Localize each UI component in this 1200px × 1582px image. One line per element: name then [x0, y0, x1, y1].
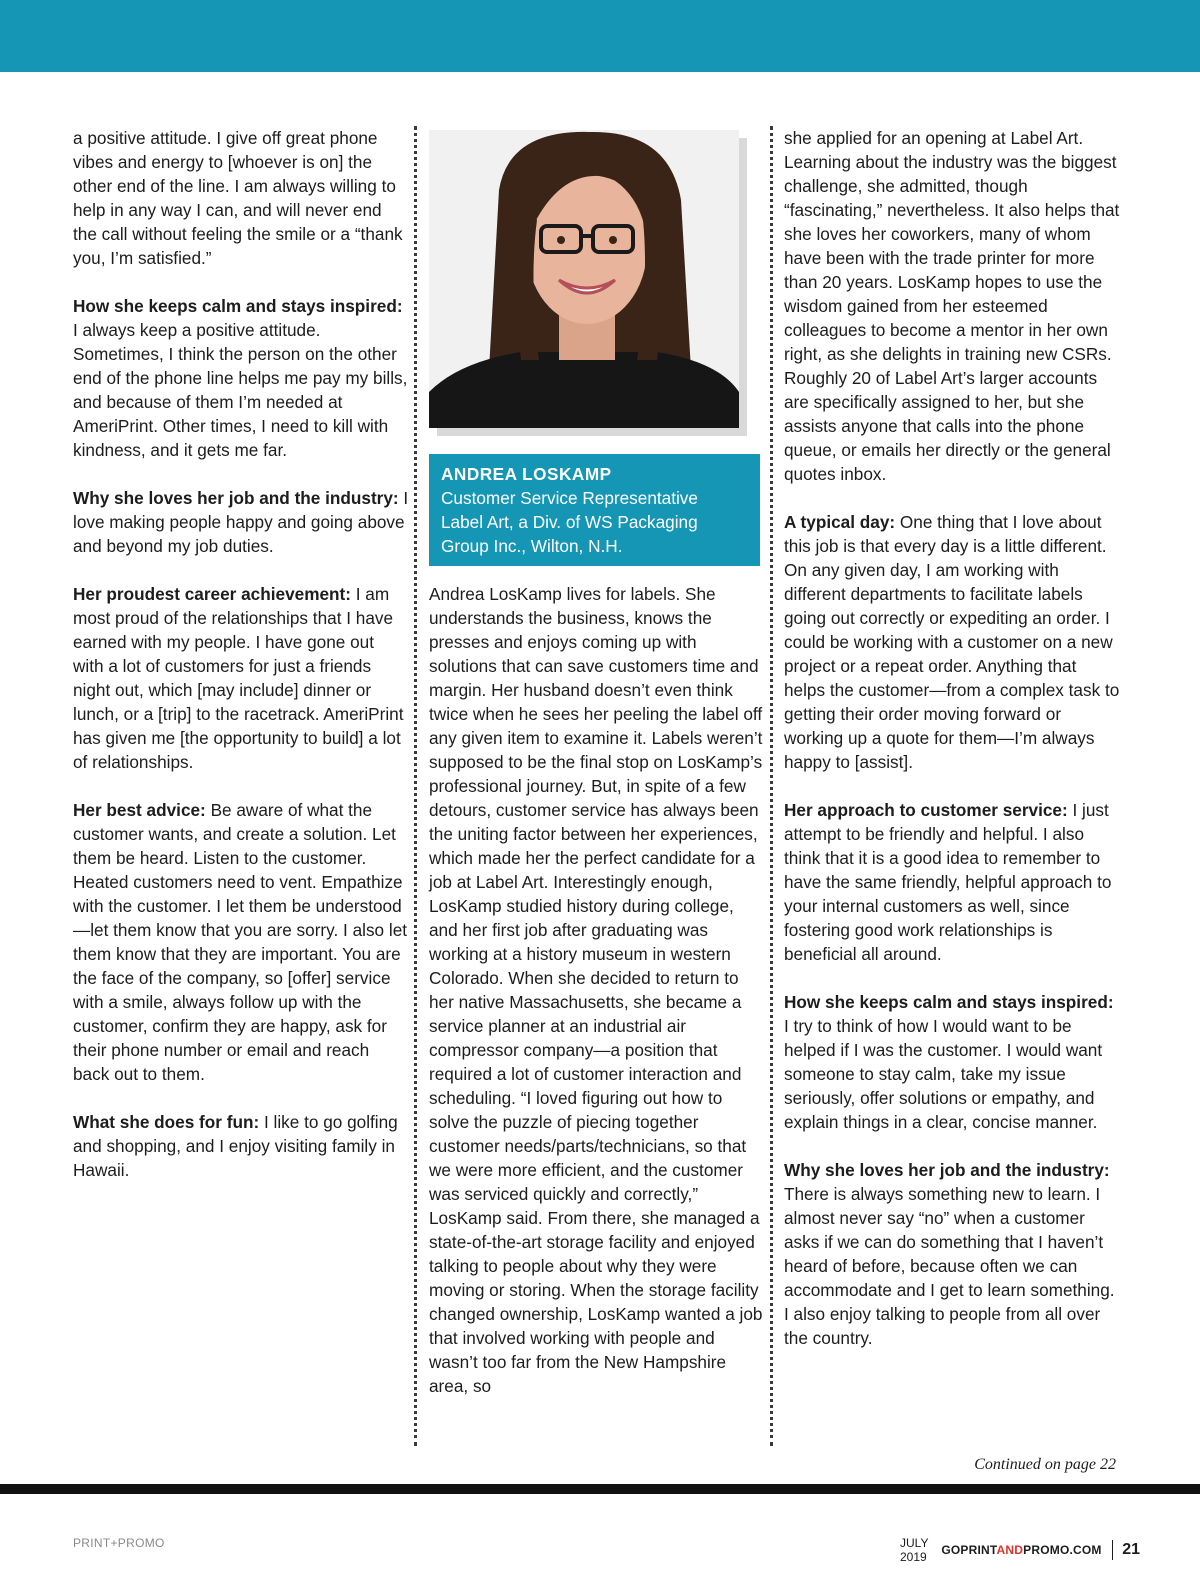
footer-divider — [1112, 1540, 1113, 1560]
section-heading: How she keeps calm and stays inspired: — [784, 992, 1114, 1012]
section-heading: Why she loves her job and the industry: — [784, 1160, 1110, 1180]
caption-title: Customer Service Representative — [441, 488, 698, 508]
left-paragraph — [73, 294, 409, 462]
section-heading: A typical day: — [784, 512, 896, 532]
issue-date: JULY 2019 — [900, 1536, 929, 1564]
section-text: I try to think of how I would want to be helped if I was the customer. I would want someone to stay calm, take my issue seriously, offer solutions or empathy, and explain things in a clear, concise manner. — [784, 1016, 1103, 1132]
section-text: One thing that I love about this job is that every day is a little different. On any given day, I am working with different departments to facilitate labels going out correctly or expediting an order. I could be working with a customer on a new project or a repeat order. Anything that helps the customer—from a complex task to getting their order moving forward or working up a quote for them—I’m always happy to [assist]. — [784, 512, 1120, 772]
section-text: Be aware of what the customer wants, and create a solution. Let them be heard. Listen to the customer. Heated customers need to vent. Empathize with the customer. I let them be understood—let them know that you are sorry. I also let them know that they are important. You are the face of the company, so [offer] service with a smile, always follow up with the customer, confirm they are happy, ask for their phone number or email and reach back out to them. — [73, 800, 408, 1084]
column-divider — [414, 126, 417, 1446]
right-paragraph — [784, 990, 1120, 1134]
site-part: GOPRINT — [941, 1543, 997, 1557]
left-paragraph — [73, 798, 409, 1086]
site-part-highlight: AND — [996, 1543, 1024, 1557]
left-column — [73, 126, 409, 1206]
footer-right — [900, 1536, 1140, 1564]
left-paragraph — [73, 486, 409, 558]
caption-name: ANDREA LOSKAMP — [441, 464, 612, 484]
section-heading: Her approach to customer service: — [784, 800, 1068, 820]
photo-caption — [429, 454, 760, 566]
section-text: I just attempt to be friendly and helpful. I also think that it is a good idea to remember to have the same friendly, helpful approach to your internal customers as well, since fostering good work relationships is beneficial all around. — [784, 800, 1112, 964]
left-paragraph — [73, 582, 409, 774]
column-divider — [770, 126, 773, 1446]
publication-name: PRINT+PROMO — [73, 1536, 165, 1550]
section-heading: How she keeps calm and stays inspired: — [73, 296, 403, 316]
website-link[interactable] — [941, 1543, 1101, 1557]
section-heading: What she does for fun: — [73, 1112, 260, 1132]
section-text: I always keep a positive attitude. Sometimes, I think the person on the other end of the phone line helps me pay my bills, and because of them I’m needed at AmeriPrint. Other times, I need to kill with kindness, and it gets me far. — [73, 320, 408, 460]
middle-column — [429, 582, 765, 1422]
footer-rule — [0, 1484, 1200, 1494]
right-paragraph: she applied for an opening at Label Art. Learning about the industry was the biggest challenge, she admitted, though “fascinating,” nevertheless. It also helps that she loves her coworkers, many of whom have been with the trade printer for more than 20 years. LosKamp hopes to use the wisdom gained from her esteemed colleagues to become a mentor in her own right, as she delights in training new CSRs. Roughly 20 of Label Art’s larger accounts are specifically assigned to her, but she assists anyone that calls into the phone queue, or emails her directly or the general quotes inbox. — [784, 128, 1120, 484]
right-paragraph — [784, 1158, 1120, 1350]
middle-paragraph: Andrea LosKamp lives for labels. She understands the business, knows the presses and enjoys coming up with solutions that can save customers time and margin. Her husband doesn’t even think twice when he sees her peeling the label off any given item to examine it. Labels weren’t supposed to be the final stop on LosKamp’s professional journey. But, in spite of a few detours, customer service has always been the uniting factor between her experiences, which made her the perfect candidate for a job at Label Art. Interestingly enough, LosKamp studied history during college, and her first job after graduating was working at a history museum in western Colorado. When she decided to return to her native Massachusetts, she became a service planner at an industrial air compressor company—a position that required a lot of customer interaction and scheduling. “I loved figuring out how to solve the puzzle of piecing together customer needs/parts/technicians, so that we were more efficient, and the customer was serviced quickly and correctly,” LosKamp said. From there, she managed a state-of-the-art storage facility and enjoyed talking to people about why they were moving or storing. When the storage facility changed ownership, LosKamp wanted a job that involved working with people and wasn’t too far from the New Hampshire area, so — [429, 584, 763, 1396]
section-text: I like to go golfing and shopping, and I enjoy visiting family in Hawaii. — [73, 1112, 398, 1180]
header-color-band — [0, 0, 1200, 72]
right-column — [784, 126, 1120, 1374]
page-number: 21 — [1122, 1541, 1140, 1558]
section-text: I am most proud of the relationships that I have earned with my people. I have gone out with a lot of customers for just a friends night out, which [may include] dinner or lunch, or a [trip] to the racetrack. AmeriPrint has given me [the opportunity to build] a lot of relationships. — [73, 584, 404, 772]
left-paragraph: a positive attitude. I give off great phone vibes and energy to [whoever is on] the other end of the line. I am always willing to help in any way I can, and will never end the call without feeling the smile or a “thank you, I’m satisfied.” — [73, 128, 403, 268]
section-heading: Her best advice: — [73, 800, 206, 820]
section-text: There is always something new to learn. I almost never say “no” when a customer asks if we can do something that I haven’t heard of before, because often we can accommodate and I get to learn something. I also enjoy talking to people from all over the country. — [784, 1184, 1115, 1348]
site-part: PROMO.COM — [1023, 1543, 1102, 1557]
left-paragraph — [73, 1110, 409, 1182]
caption-company: Label Art, a Div. of WS Packaging Group Inc., Wilton, N.H. — [441, 512, 698, 556]
section-heading: Her proudest career achievement: — [73, 584, 351, 604]
portrait-photo — [429, 130, 739, 428]
continued-note: Continued on page 22 — [974, 1456, 1116, 1473]
right-paragraph — [784, 798, 1120, 966]
section-text: I love making people happy and going above and beyond my job duties. — [73, 488, 409, 556]
right-paragraph — [784, 510, 1120, 774]
section-heading: Why she loves her job and the industry: — [73, 488, 399, 508]
